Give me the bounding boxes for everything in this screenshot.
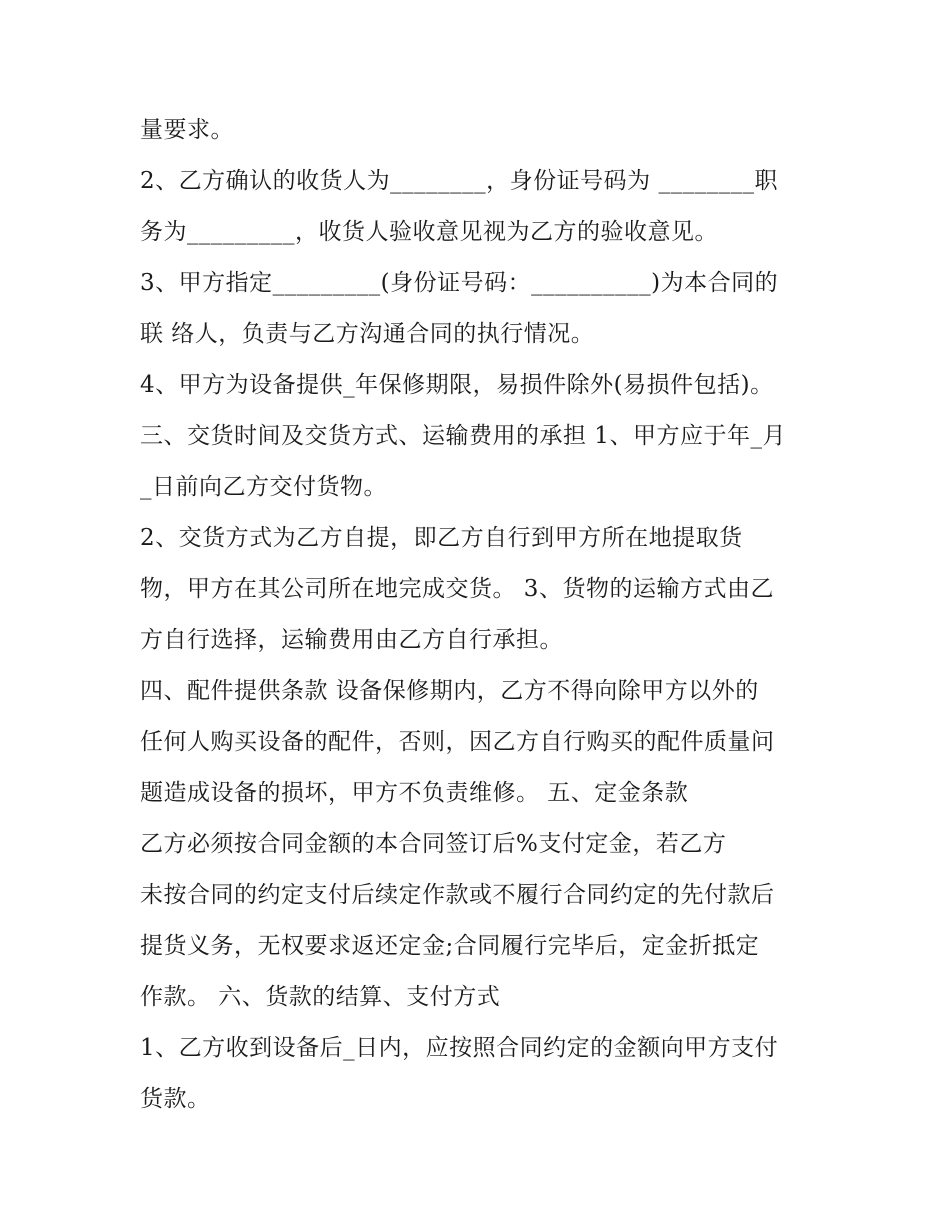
text-line: 4、甲方为设备提供_年保修期限，易损件除外(易损件包括)。 xyxy=(140,372,774,398)
text-line: 方自行选择，运输费用由乙方自行承担。 xyxy=(140,627,563,653)
text-line: 货款。 xyxy=(140,1086,211,1112)
text-line: 题造成设备的损坏，甲方不负责维修。 五、定金条款 xyxy=(140,780,689,806)
text-line: 联 络人，负责与乙方沟通合同的执行情况。 xyxy=(140,321,595,347)
text-line: 任何人购买设备的配件，否则，因乙方自行购买的配件质量问 xyxy=(140,729,775,755)
text-line: 1、乙方收到设备后_日内，应按照合同约定的金额向甲方支付 xyxy=(140,1035,779,1061)
text-line: 务为_________，收货人验收意见视为乙方的验收意见。 xyxy=(140,219,718,245)
text-line: 乙方必须按合同金额的本合同签订后%支付定金，若乙方 xyxy=(140,831,727,857)
text-line: 2、乙方确认的收货人为________，身份证号码为 ________职 xyxy=(140,168,778,194)
text-line: 2、交货方式为乙方自提，即乙方自行到甲方所在地提取货 xyxy=(140,525,743,551)
text-line: 未按合同的约定支付后续定作款或不履行合同约定的先付款后 xyxy=(140,882,775,908)
text-line: _日前向乙方交付货物。 xyxy=(140,474,387,500)
text-line: 三、交货时间及交货方式、运输费用的承担 1、甲方应于年_月 xyxy=(140,423,786,449)
text-line: 物，甲方在其公司所在地完成交货。 3、货物的运输方式由乙 xyxy=(140,576,774,602)
text-line: 提货义务，无权要求返还定金;合同履行完毕后，定金折抵定 xyxy=(140,933,760,959)
text-line: 四、配件提供条款 设备保修期内，乙方不得向除甲方以外的 xyxy=(140,678,759,704)
text-line: 作款。 六、货款的结算、支付方式 xyxy=(140,984,501,1010)
text-line: 3、甲方指定_________(身份证号码：__________)为本合同的 xyxy=(140,270,779,296)
text-line: 量要求。 xyxy=(140,117,234,143)
